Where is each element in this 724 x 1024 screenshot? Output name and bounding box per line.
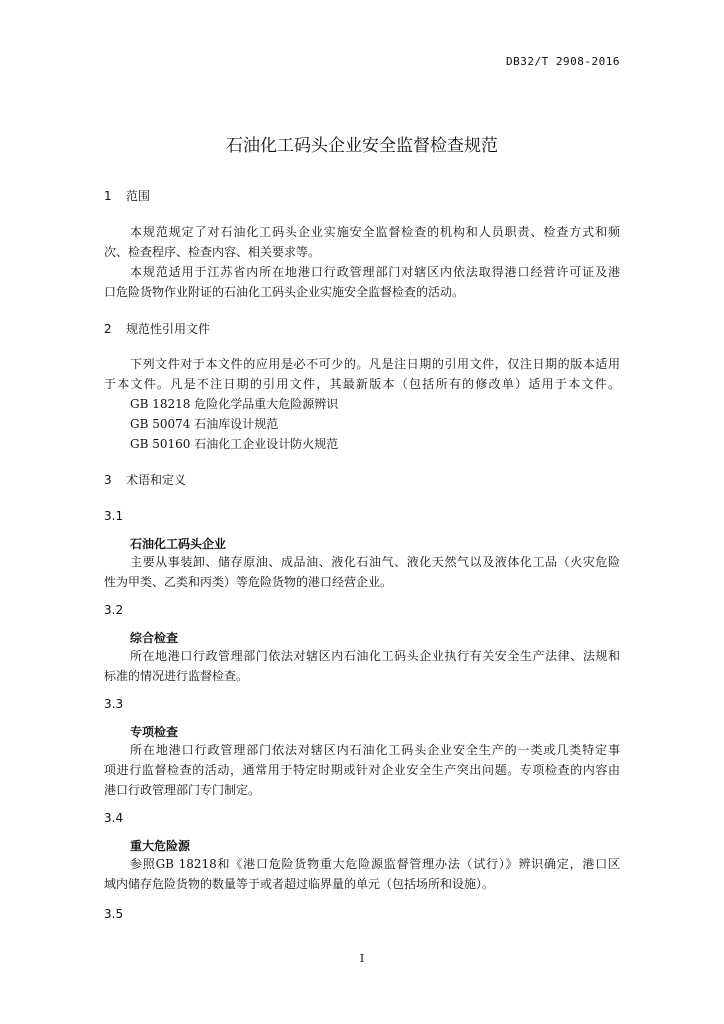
definition-line: 所在地港口行政管理部门依法对辖区内石油化工码头企业执行有关安全生产法律、法规和 (130, 649, 620, 663)
term-number: 3.2 (104, 603, 124, 617)
definition-line: 所在地港口行政管理部门依法对辖区内石油化工码头企业安全生产的一类或几类特定事 (130, 743, 620, 757)
definition-line: 性为甲类、乙类和丙类）等危险货物的港口经营企业。 (104, 575, 393, 589)
term-number: 3.4 (104, 811, 124, 825)
paragraph-line: 本规范规定了对石油化工码头企业实施安全监督检查的机构和人员职责、检查方式和频 (130, 225, 620, 239)
section-title: 范围 (126, 189, 151, 203)
reference-item: GB 50160 石油化工企业设计防火规范 (130, 437, 339, 451)
section-title: 术语和定义 (126, 473, 187, 487)
paragraph-line: 本规范适用于江苏省内所在地港口行政管理部门对辖区内依法取得港口经营许可证及港 (130, 265, 620, 279)
definition-line: 主要从事装卸、储存原油、成品油、液化石油气、液化天然气以及液体化工品（火灾危险 (130, 555, 620, 569)
term-name: 重大危险源 (130, 839, 191, 853)
term-name: 综合检查 (130, 631, 179, 645)
paragraph-line: 于本文件。凡是不注日期的引用文件，其最新版本（包括所有的修改单）适用于本文件。 (104, 377, 620, 391)
definition-line: 域内储存危险货物的数量等于或者超过临界量的单元（包括场所和设施）。 (104, 877, 495, 891)
paragraph-line: 口危险货物作业附证的石油化工码头企业实施安全监督检查的活动。 (104, 285, 465, 299)
paragraph-line: 下列文件对于本文件的应用是必不可少的。凡是注日期的引用文件，仅注日期的版本适用 (130, 357, 620, 371)
reference-item: GB 50074 石油库设计规范 (130, 417, 279, 431)
section-number: 1 (104, 189, 112, 203)
standard-code: DB32/T 2908-2016 (506, 55, 620, 68)
section-number: 2 (104, 322, 112, 336)
definition-line: 参照GB 18218和《港口危险货物重大危险源监督管理办法（试行）》辨识确定，港口区 (130, 857, 620, 871)
term-number: 3.5 (104, 907, 124, 921)
term-number: 3.3 (104, 697, 124, 711)
section-title: 规范性引用文件 (126, 322, 211, 336)
definition-line: 项进行监督检查的活动，通常用于特定时期或针对企业安全生产突出问题。专项检查的内容由 (104, 763, 620, 777)
section-heading-scope (104, 187, 150, 204)
section-number: 3 (104, 473, 112, 487)
definition-line: 标准的情况进行监督检查。 (104, 669, 249, 683)
term-name: 专项检查 (130, 725, 179, 739)
term-name: 石油化工码头企业 (130, 537, 227, 551)
reference-item: GB 18218 危险化学品重大危险源辨识 (130, 397, 339, 411)
section-heading-normative-references (104, 320, 210, 337)
section-heading-terms-definitions (104, 471, 186, 488)
page-number: I (359, 952, 365, 965)
document-title: 石油化工码头企业安全监督检查规范 (226, 136, 498, 156)
paragraph-line: 次、检查程序、检查内容、相关要求等。 (104, 245, 321, 259)
term-number: 3.1 (104, 509, 124, 523)
definition-line: 港口行政管理部门专门制定。 (104, 783, 261, 797)
